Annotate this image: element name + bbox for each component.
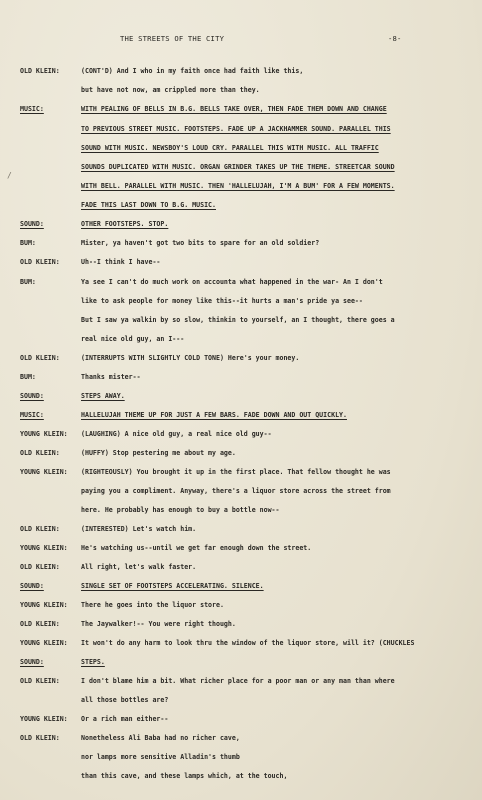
speaker-label: OLD KLEIN: xyxy=(20,258,60,266)
dialogue-text: (INTERRUPTS WITH SLIGHTLY COLD TONE) Here's your money. xyxy=(81,354,300,362)
dialogue-text: The Jaywalker!-- You were right though. xyxy=(81,620,236,628)
speaker-label: YOUNG KLEIN: xyxy=(20,468,68,476)
speaker-label: MUSIC: xyxy=(20,105,44,113)
speaker-label: OLD KLEIN: xyxy=(20,620,60,628)
script-line xyxy=(0,429,482,440)
stage-direction: STEPS. xyxy=(81,658,105,666)
speaker-label: BUM: xyxy=(20,373,36,381)
dialogue-text: He's watching us--until we get far enough down the street. xyxy=(81,544,312,552)
script-line xyxy=(0,600,482,611)
speaker-label: SOUND: xyxy=(20,220,44,228)
stage-direction: SINGLE SET OF FOOTSTEPS ACCELERATING. SILENCE. xyxy=(81,582,264,590)
script-line xyxy=(0,296,482,307)
stage-direction: HALLELUJAH THEME UP FOR JUST A FEW BARS. FADE DOWN AND OUT QUICKLY. xyxy=(81,411,347,419)
script-line xyxy=(0,85,482,96)
dialogue-text: Or a rich man either-- xyxy=(81,715,169,723)
script-line xyxy=(0,581,482,592)
script-line xyxy=(0,334,482,345)
speaker-label: BUM: xyxy=(20,278,36,286)
speaker-label: OLD KLEIN: xyxy=(20,67,60,75)
speaker-label: OLD KLEIN: xyxy=(20,563,60,571)
dialogue-text: here. He probably has enough to buy a bottle now-- xyxy=(81,506,280,514)
script-line xyxy=(0,448,482,459)
script-line xyxy=(0,676,482,687)
script-line xyxy=(0,752,482,763)
stage-direction: OTHER FOOTSTEPS. STOP. xyxy=(81,220,169,228)
script-line xyxy=(0,315,482,326)
pencil-mark: / xyxy=(7,171,12,180)
script-line xyxy=(0,714,482,725)
script-line xyxy=(0,219,482,230)
stage-direction: WITH BELL. PARALLEL WITH MUSIC. THEN 'HALLELUJAH, I'M A BUM' FOR A FEW MOMENTS. xyxy=(81,182,395,190)
stage-direction: SOUND WITH MUSIC. NEWSBOY'S LOUD CRY. PARALLEL THIS WITH MUSIC. ALL TRAFFIC xyxy=(81,144,379,152)
script-title: THE STREETS OF THE CITY xyxy=(120,34,225,43)
dialogue-text: nor lamps more sensitive Alladin's thumb xyxy=(81,753,240,761)
script-line xyxy=(0,181,482,192)
speaker-label: SOUND: xyxy=(20,582,44,590)
dialogue-text: But I saw ya walkin by so slow, thinkin to yourself, an I thought, there goes a xyxy=(81,316,395,324)
stage-direction: TO PREVIOUS STREET MUSIC. FOOTSTEPS. FADE UP A JACKHAMMER SOUND. PARALLEL THIS xyxy=(81,125,391,133)
script-line xyxy=(0,467,482,478)
dialogue-text: I don't blame him a bit. What richer place for a poor man or any man than where xyxy=(81,677,395,685)
speaker-label: OLD KLEIN: xyxy=(20,354,60,362)
script-line xyxy=(0,562,482,573)
dialogue-text: (LAUGHING) A nice old guy, a real nice old guy-- xyxy=(81,430,272,438)
script-line xyxy=(0,104,482,115)
dialogue-text: (HUFFY) Stop pestering me about my age. xyxy=(81,449,236,457)
script-line xyxy=(0,277,482,288)
dialogue-text: real nice old guy, an I--- xyxy=(81,335,185,343)
dialogue-text: (RIGHTEOUSLY) You brought it up in the first place. That fellow thought he was xyxy=(81,468,391,476)
script-line xyxy=(0,372,482,383)
script-line xyxy=(0,733,482,744)
speaker-label: SOUND: xyxy=(20,658,44,666)
dialogue-text: Uh--I think I have-- xyxy=(81,258,161,266)
speaker-label: OLD KLEIN: xyxy=(20,677,60,685)
dialogue-text: paying you a compliment. Anyway, there's a liquor store across the street from xyxy=(81,487,391,495)
speaker-label: OLD KLEIN: xyxy=(20,525,60,533)
script-line xyxy=(0,391,482,402)
dialogue-text: There he goes into the liquor store. xyxy=(81,601,224,609)
script-line xyxy=(0,143,482,154)
script-line xyxy=(0,619,482,630)
stage-direction: FADE THIS LAST DOWN TO B.G. MUSIC. xyxy=(81,201,216,209)
dialogue-text: Ya see I can't do much work on accounta what happened in the war- An I don't xyxy=(81,278,383,286)
speaker-label: YOUNG KLEIN: xyxy=(20,601,68,609)
dialogue-text: Nonetheless Ali Baba had no richer cave, xyxy=(81,734,240,742)
speaker-label: YOUNG KLEIN: xyxy=(20,639,68,647)
page-number: -8- xyxy=(388,34,402,43)
script-line xyxy=(0,353,482,364)
dialogue-text: It won't do any harm to look thru the window of the liquor store, will it? (CHUCKLES xyxy=(81,639,415,647)
script-line xyxy=(0,257,482,268)
script-line xyxy=(0,66,482,77)
script-line xyxy=(0,695,482,706)
script-line xyxy=(0,486,482,497)
dialogue-text: than this cave, and these lamps which, at the touch, xyxy=(81,772,288,780)
speaker-label: YOUNG KLEIN: xyxy=(20,544,68,552)
stage-direction: STEPS AWAY. xyxy=(81,392,125,400)
dialogue-text: (INTERESTED) Let's watch him. xyxy=(81,525,197,533)
script-line xyxy=(0,543,482,554)
dialogue-text: Mister, ya haven't got two bits to spare for an old soldier? xyxy=(81,239,320,247)
script-line xyxy=(0,162,482,173)
speaker-label: YOUNG KLEIN: xyxy=(20,430,68,438)
speaker-label: SOUND: xyxy=(20,392,44,400)
script-line xyxy=(0,238,482,249)
script-line xyxy=(0,200,482,211)
speaker-label: YOUNG KLEIN: xyxy=(20,715,68,723)
script-line xyxy=(0,505,482,516)
dialogue-text: all those bottles are? xyxy=(81,696,169,704)
script-line xyxy=(0,524,482,535)
script-line xyxy=(0,638,482,649)
script-line xyxy=(0,124,482,135)
stage-direction: WITH PEALING OF BELLS IN B.G. BELLS TAKE OVER, THEN FADE THEM DOWN AND CHANGE xyxy=(81,105,387,113)
dialogue-text: (CONT'D) And I who in my faith once had faith like this, xyxy=(81,67,304,75)
stage-direction: SOUNDS DUPLICATED WITH MUSIC. ORGAN GRINDER TAKES UP THE THEME. STREETCAR SOUND xyxy=(81,163,395,171)
script-line xyxy=(0,657,482,668)
speaker-label: MUSIC: xyxy=(20,411,44,419)
dialogue-text: like to ask people for money like this--it hurts a man's pride ya see-- xyxy=(81,297,363,305)
dialogue-text: Thanks mister-- xyxy=(81,373,141,381)
script-line xyxy=(0,771,482,782)
speaker-label: OLD KLEIN: xyxy=(20,734,60,742)
script-line xyxy=(0,410,482,421)
speaker-label: OLD KLEIN: xyxy=(20,449,60,457)
dialogue-text: but have not now, am crippled more than they. xyxy=(81,86,260,94)
dialogue-text: All right, let's walk faster. xyxy=(81,563,197,571)
speaker-label: BUM: xyxy=(20,239,36,247)
